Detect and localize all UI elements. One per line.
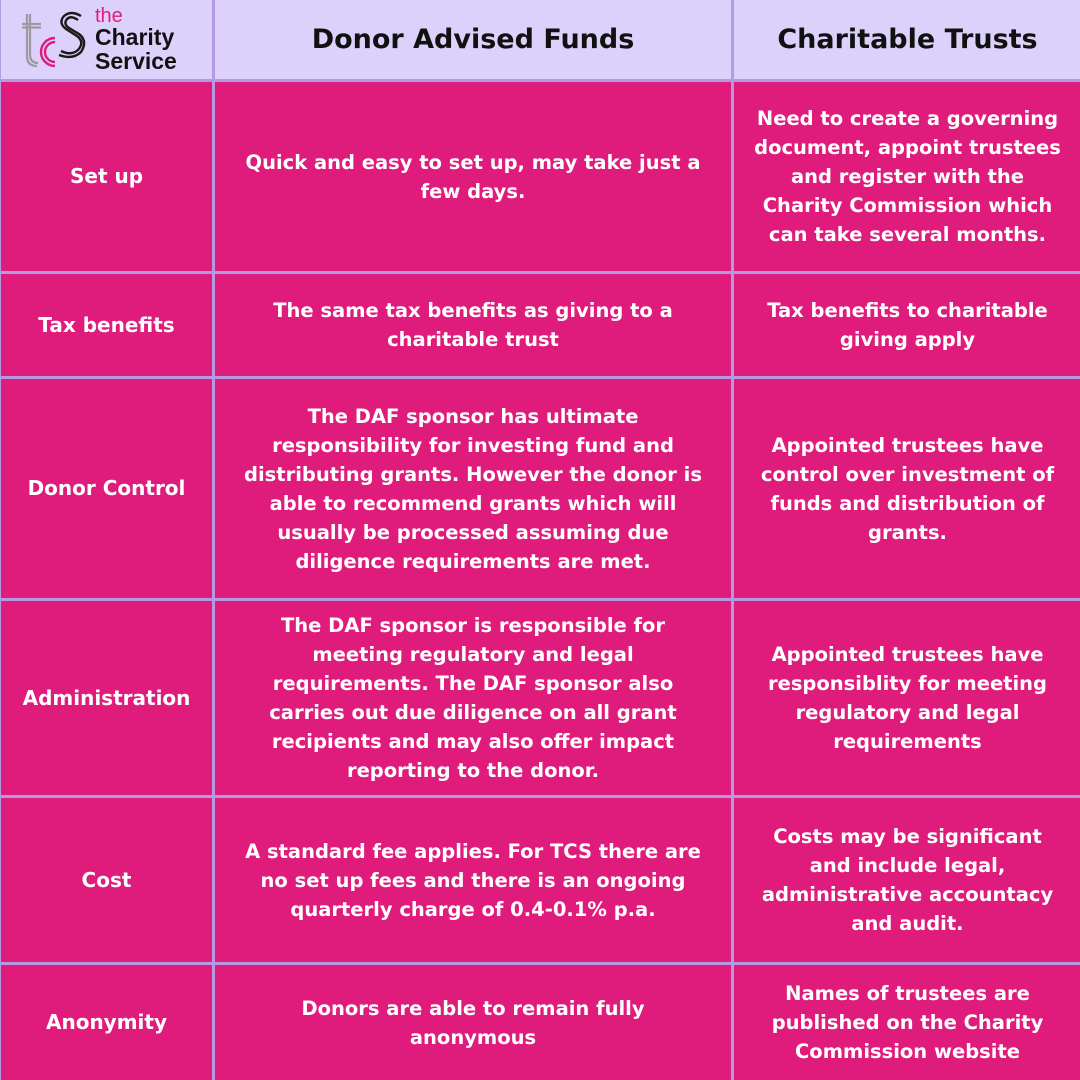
row-label-cost: Cost [1, 798, 212, 962]
cell-trust-tax-benefits: Tax benefits to charitable giving apply [734, 274, 1080, 376]
cell-daf-donor-control: The DAF sponsor has ultimate responsibility for investing fund and distributing grants. However the donor is able to recommend grants which will usually be processed assuming due diligence requirements are met. [215, 379, 731, 598]
logo-word-the: the [95, 4, 123, 27]
row-label-administration: Administration [1, 601, 212, 795]
cell-trust-cost: Costs may be significant and include legal, administrative accountacy and audit. [734, 798, 1080, 962]
logo [1, 0, 212, 79]
logo-word-charity: Charity [95, 23, 175, 50]
cell-trust-set-up: Need to create a governing document, appoint trustees and register with the Charity Commission which can take several months. [734, 82, 1080, 271]
cell-daf-tax-benefits: The same tax benefits as giving to a charitable trust [215, 274, 731, 376]
cell-trust-donor-control: Appointed trustees have control over investment of funds and distribution of grants. [734, 379, 1080, 598]
header-donor-advised-funds: Donor Advised Funds [215, 0, 731, 79]
logo-word-service: Service [95, 47, 177, 74]
row-label-anonymity: Anonymity [1, 965, 212, 1080]
cell-trust-anonymity: Names of trustees are published on the Charity Commission website [734, 965, 1080, 1080]
cell-trust-administration: Appointed trustees have responsiblity for meeting regulatory and legal requirements [734, 601, 1080, 795]
tcs-monogram-icon [21, 8, 87, 72]
header-charitable-trusts: Charitable Trusts [734, 0, 1080, 79]
cell-daf-administration: The DAF sponsor is responsible for meeting regulatory and legal requirements. The DAF sponsor also carries out due diligence on all grant recipients and may also offer impact reporting to the donor. [215, 601, 731, 795]
logo-text [95, 4, 177, 74]
cell-daf-anonymity: Donors are able to remain fully anonymous [215, 965, 731, 1080]
row-label-set-up: Set up [1, 82, 212, 271]
cell-daf-set-up: Quick and easy to set up, may take just a few days. [215, 82, 731, 271]
row-label-tax-benefits: Tax benefits [1, 274, 212, 376]
cell-daf-cost: A standard fee applies. For TCS there are no set up fees and there is an ongoing quarterly charge of 0.4-0.1% p.a. [215, 798, 731, 962]
row-label-donor-control: Donor Control [1, 379, 212, 598]
